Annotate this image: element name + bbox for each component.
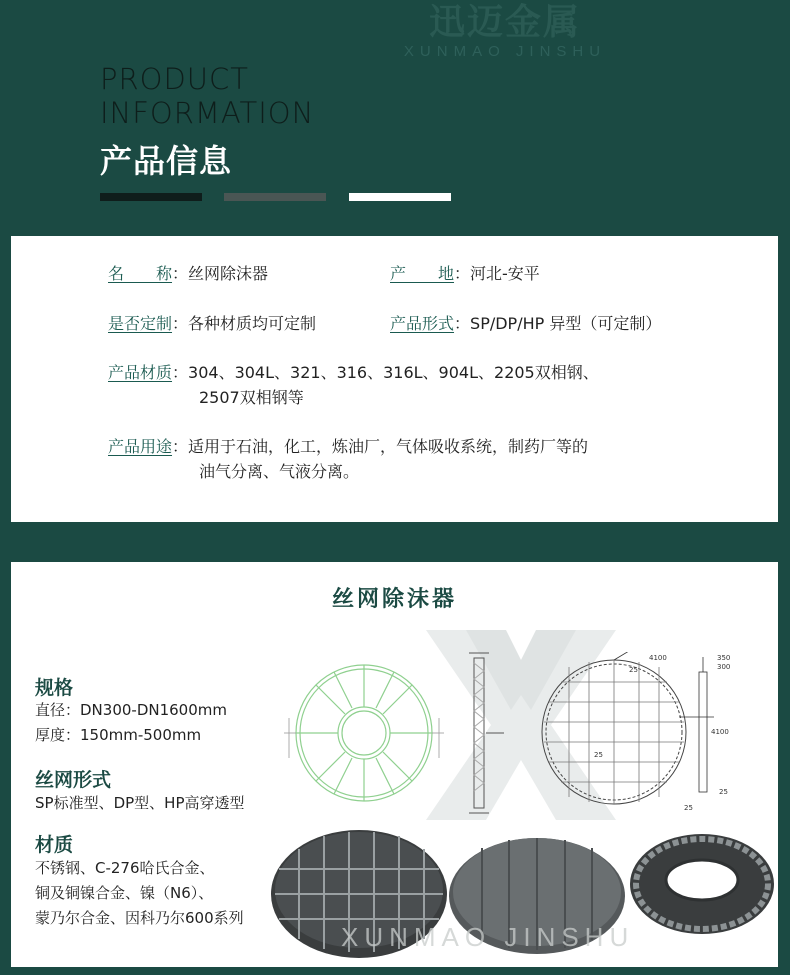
info-row-origin [390, 262, 540, 285]
dim-label-4100b: 4100 [711, 728, 729, 736]
spec-diameter: 直径：DN300-DN1600mm [35, 701, 227, 719]
round-demister-drawing [539, 652, 769, 812]
info-row-form [390, 312, 661, 335]
divider-bar-white [349, 193, 451, 201]
divider-bar-grey [224, 193, 326, 201]
divider-bar-dark [100, 193, 202, 201]
info-sep: ： [454, 314, 471, 333]
dim-label-4100a: 4100 [649, 654, 667, 662]
info-row-usage-cont: 油气分离、气液分离。 [199, 462, 360, 481]
product-photo-3 [627, 828, 777, 940]
dim-label-300: 300 [717, 663, 731, 671]
watermark-top [355, 0, 655, 60]
info-row-material-cont: 2507双相钢等 [199, 388, 304, 407]
info-label: 产 地 [390, 264, 455, 283]
info-value: 河北-安平 [470, 264, 540, 283]
info-sep: ： [172, 264, 189, 283]
product-card [11, 562, 778, 967]
info-value: 各种材质均可定制 [188, 314, 317, 333]
info-value: 丝网除沫器 [188, 264, 269, 283]
heading-en-line1: PRODUCT [100, 62, 249, 96]
material-line-1: 不锈钢、C-276哈氏合金、 [35, 859, 215, 877]
info-value: 适用于石油，化工，炼油厂，气体吸收系统，制药厂等的 [188, 437, 589, 456]
heading-en-line2: INFORMATION [100, 96, 315, 130]
watermark-en: XUNMAO JINSHU [403, 43, 607, 60]
info-row-name [108, 262, 268, 285]
info-card [11, 236, 778, 522]
heading-chinese: 产品信息 [100, 142, 233, 180]
info-label: 名 称 [108, 264, 173, 283]
watermark-bottom: XUNMAO JINSHU [341, 922, 635, 952]
watermark-cn: 迅迈金属 [428, 1, 581, 42]
info-sep: ： [454, 264, 471, 283]
spec-thickness: 厚度：150mm-500mm [35, 726, 202, 744]
heading-english [100, 62, 314, 130]
form-heading: 丝网形式 [35, 769, 112, 791]
info-value: SP/DP/HP 异型（可定制） [470, 314, 662, 333]
dim-label-350: 350 [717, 654, 731, 662]
info-label: 产品用途 [108, 437, 173, 456]
product-title: 丝网除沫器 [331, 587, 457, 612]
info-sep: ： [172, 314, 189, 333]
dim-label-25b: 25 [594, 751, 603, 759]
info-sep: ： [172, 363, 189, 382]
info-sep: ： [172, 437, 189, 456]
info-value: 304、304L、321、316、316L、904L、2205双相钢、 [188, 363, 599, 382]
info-row-usage [108, 435, 588, 458]
ring-demister-drawing [279, 648, 509, 818]
form-types: SP标准型、DP型、HP高穿透型 [35, 794, 245, 812]
info-label: 产品材质 [108, 363, 173, 382]
dim-label-25c: 25 [684, 804, 693, 812]
material-heading: 材质 [35, 834, 74, 856]
info-label: 是否定制 [108, 314, 173, 333]
dim-label-25a: 25 [629, 666, 638, 674]
info-row-material [108, 361, 599, 384]
material-line-2: 铜及铜镍合金、镍（N6）、 [35, 884, 214, 902]
info-row-custom [108, 312, 316, 335]
info-label: 产品形式 [390, 314, 455, 333]
material-line-3: 蒙乃尔合金、因科乃尔600系列 [35, 909, 244, 927]
spec-heading: 规格 [35, 677, 74, 699]
dim-label-25d: 25 [719, 788, 728, 796]
